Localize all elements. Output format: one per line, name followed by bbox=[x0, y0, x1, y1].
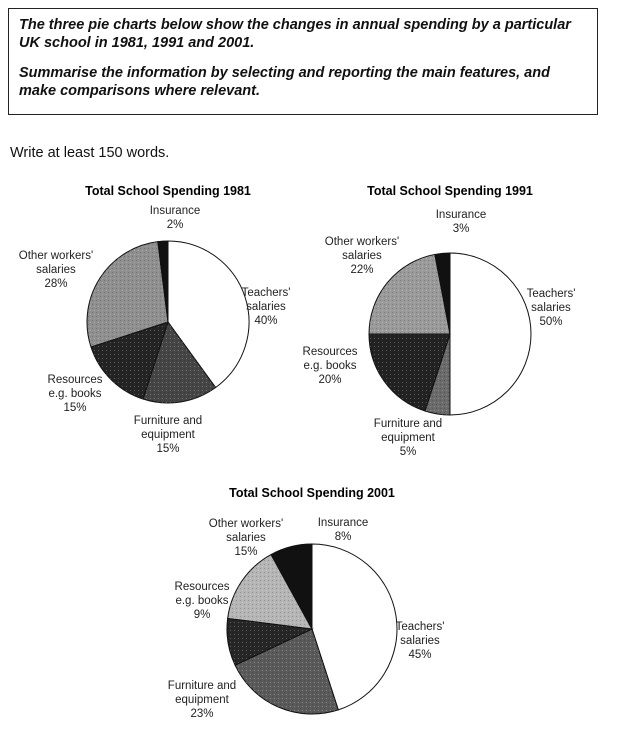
slice-label-other: Other workers' salaries 28% bbox=[18, 250, 94, 290]
slice-label-resources: Resources e.g. books 20% bbox=[302, 346, 358, 386]
pie-slice-teachers bbox=[450, 253, 531, 415]
pie-chart-1 bbox=[19, 184, 291, 455]
task-paragraph-2: Summarise the information by selecting and reporting the main features, and make comparisons where relevant. bbox=[19, 65, 550, 99]
slice-label-furniture: Furniture and equipment 23% bbox=[167, 680, 237, 720]
slice-label-furniture: Furniture and equipment 15% bbox=[133, 415, 203, 455]
pie-chart-3 bbox=[168, 486, 445, 720]
slice-label-other: Other workers' salaries 15% bbox=[208, 518, 284, 558]
slice-label-furniture: Furniture and equipment 5% bbox=[373, 418, 443, 458]
slice-label-teachers: Teachers' salaries 45% bbox=[395, 621, 445, 661]
task-paragraph-1: The three pie charts below show the changes in annual spending by a particular UK school in 1981, 1991 and 2001. bbox=[19, 17, 571, 51]
slice-label-resources: Resources e.g. books 15% bbox=[47, 374, 103, 414]
slice-label-insurance: Insurance 3% bbox=[435, 209, 487, 235]
slice-label-insurance: Insurance 8% bbox=[317, 517, 369, 543]
word-count-instruction: Write at least 150 words. bbox=[10, 145, 170, 161]
chart-title: Total School Spending 1991 bbox=[367, 184, 533, 198]
slice-label-teachers: Teachers' salaries 50% bbox=[526, 288, 576, 328]
chart-title: Total School Spending 1981 bbox=[85, 184, 251, 198]
chart-title: Total School Spending 2001 bbox=[229, 486, 395, 500]
pie-chart-2 bbox=[303, 184, 576, 458]
slice-label-other: Other workers' salaries 22% bbox=[324, 236, 400, 276]
slice-label-teachers: Teachers' salaries 40% bbox=[241, 287, 291, 327]
slice-label-insurance: Insurance 2% bbox=[149, 205, 201, 231]
slice-label-resources: Resources e.g. books 9% bbox=[174, 581, 230, 621]
